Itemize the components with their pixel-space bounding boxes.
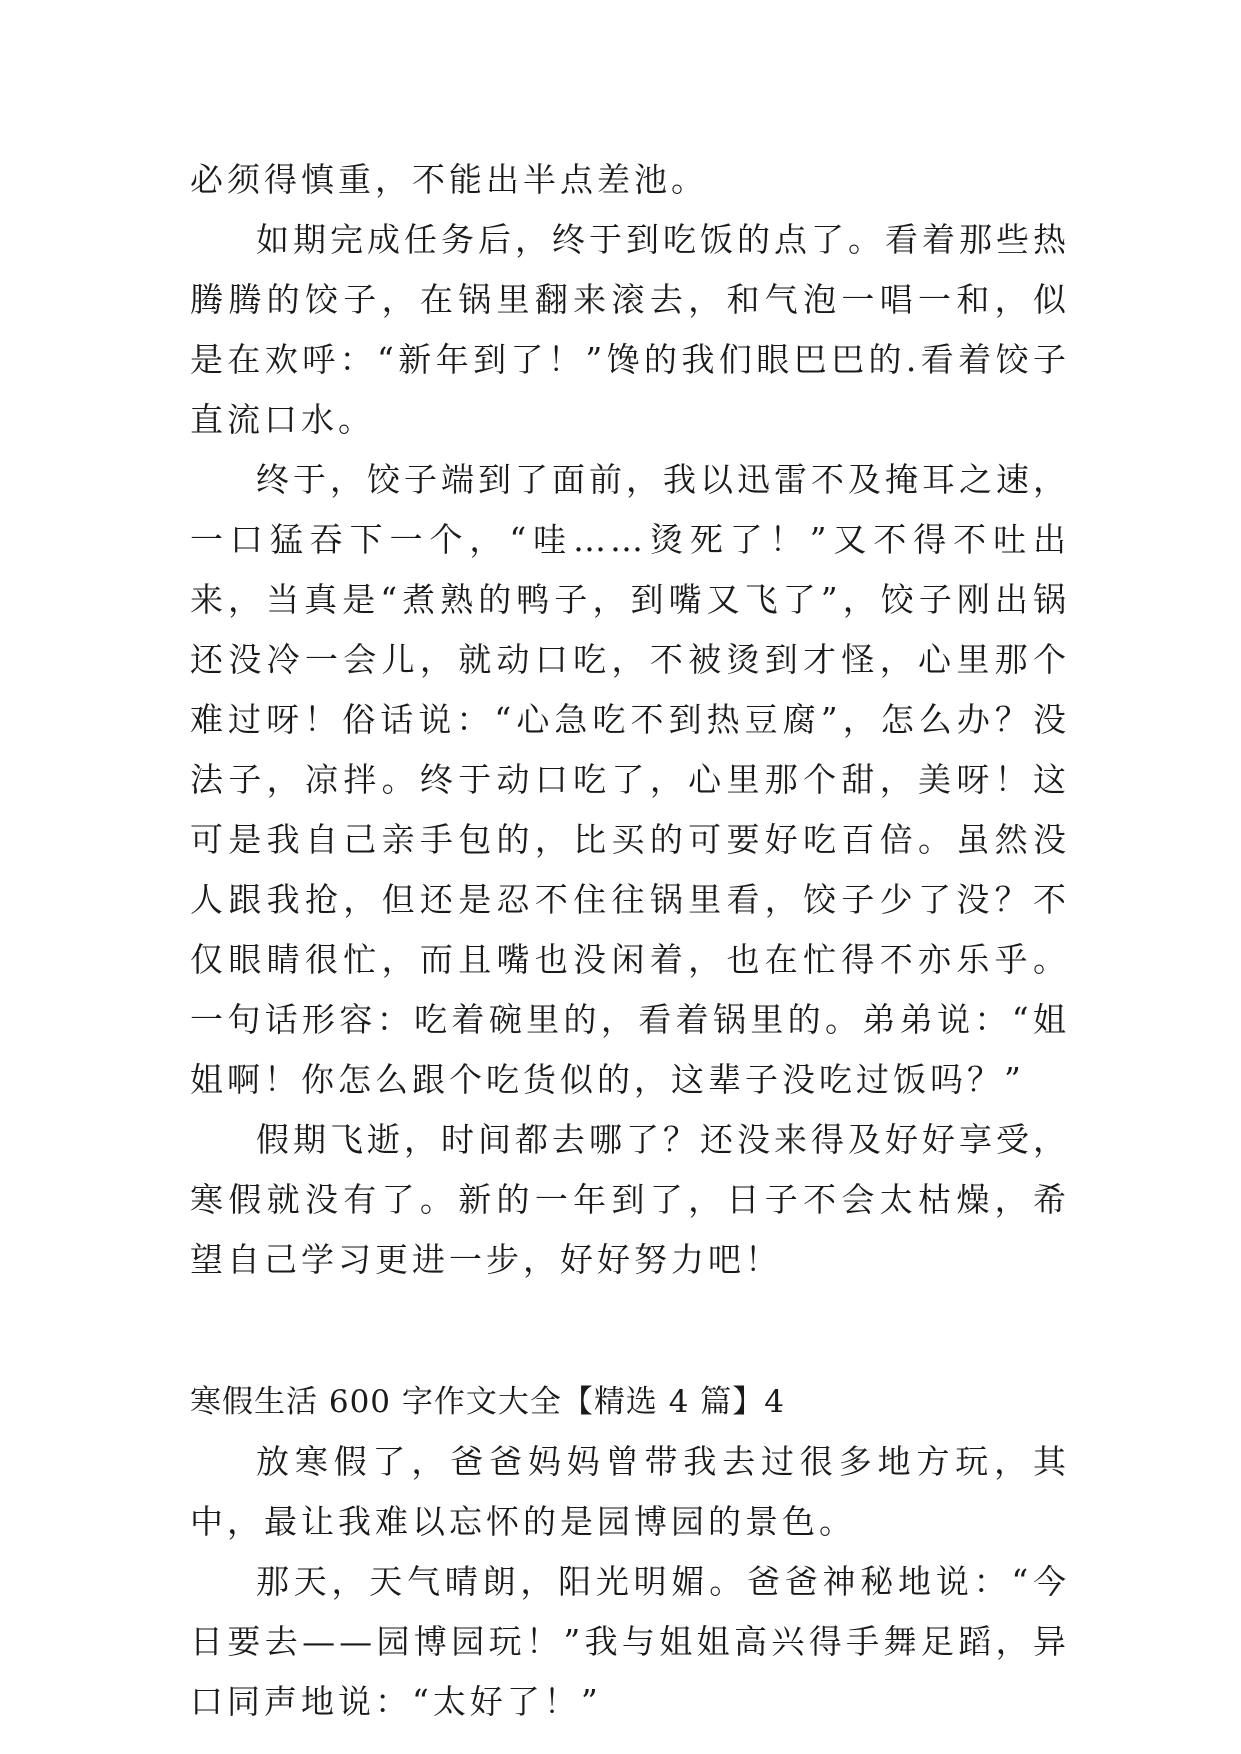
paragraph-winter-break: 放寒假了，爸爸妈妈曾带我去过很多地方玩，其中，最让我难以忘怀的是园博园的景色。 bbox=[190, 1442, 1070, 1541]
paragraph-holiday-ends: 假期飞逝，时间都去哪了？还没来得及好好享受，寒假就没有了。新的一年到了，日子不会太枯燥，希望自己学习更进一步，好好努力吧！ bbox=[190, 1120, 1070, 1279]
paragraph-continuation: 必须得慎重，不能出半点差池。 bbox=[190, 160, 708, 199]
paragraph-eating-dumplings: 终于，饺子端到了面前，我以迅雷不及掩耳之速，一口猛吞下一个，“哇……烫死了！”又不得不吐出来，当真是“煮熟的鸭子，到嘴又飞了”，饺子刚出锅还没冷一会儿，就动口吃，不被烫到才怪，心里那个难过呀！俗话说：“心急吃不到热豆腐”，怎么办？没法子，凉拌。终于动口吃了，心里那个甜，美呀！这可是我自己亲手包的，比买的可要好吃百倍。虽然没人跟我抢，但还是忍不住往锅里看，饺子少了没？不仅眼睛很忙，而且嘴也没闲着，也在忙得不亦乐乎。一句话形容：吃着碗里的，看着锅里的。弟弟说：“姐姐啊！你怎么跟个吃货似的，这辈子没吃过饭吗？” bbox=[190, 460, 1070, 1099]
essay-heading: 寒假生活 600 字作文大全【精选 4 篇】4 bbox=[190, 1384, 786, 1420]
document-page bbox=[190, 150, 1070, 1732]
paragraph-garden-expo: 那天，天气晴朗，阳光明媚。爸爸神秘地说：“今日要去——园博园玩！”我与姐姐高兴得手舞足蹈，异口同声地说：“太好了！” bbox=[190, 1562, 1070, 1721]
paragraph-dinner-time: 如期完成任务后，终于到吃饭的点了。看着那些热腾腾的饺子，在锅里翻来滚去，和气泡一唱一和，似是在欢呼：“新年到了！”馋的我们眼巴巴的.看着饺子直流口水。 bbox=[190, 220, 1070, 439]
